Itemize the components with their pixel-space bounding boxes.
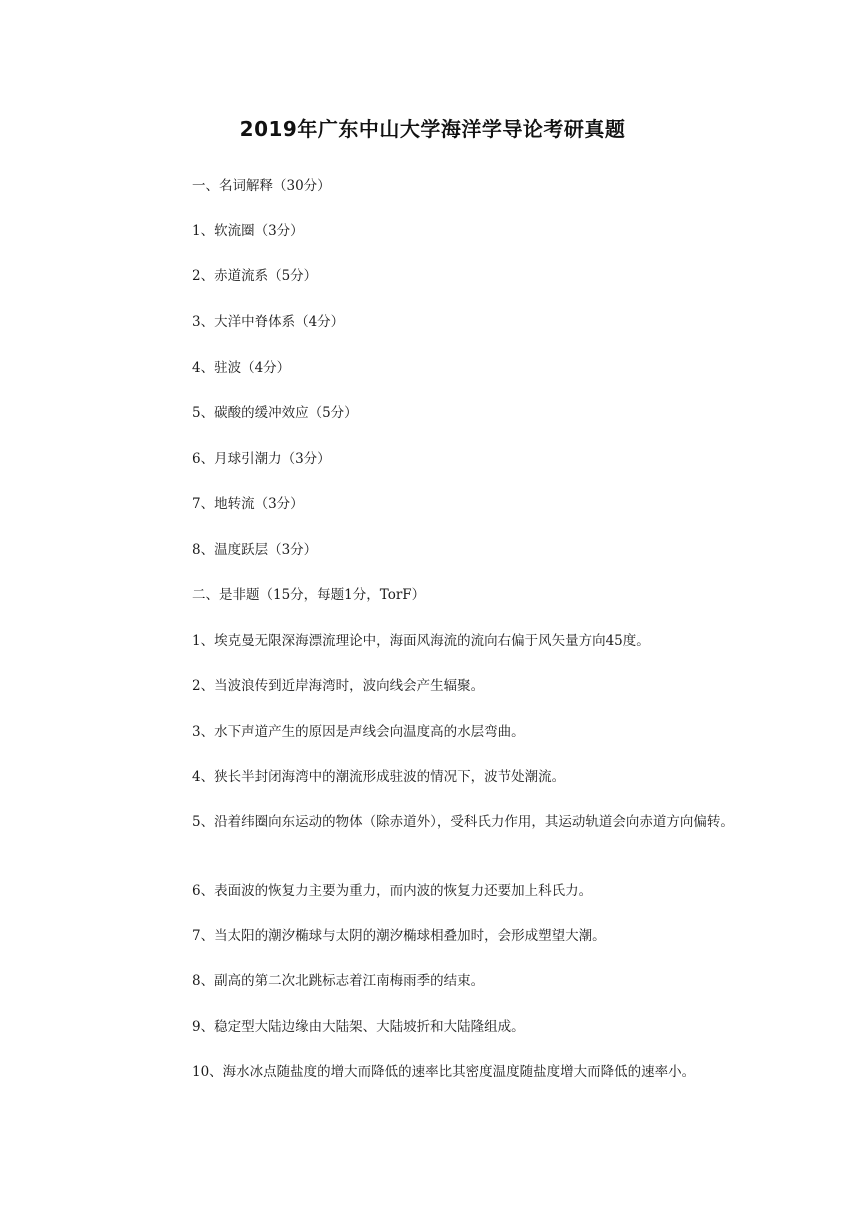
section1-heading: 一、名词解释（30分） — [192, 178, 331, 194]
section2-item-6: 6、表面波的恢复力主要为重力，而内波的恢复力还要加上科氏力。 — [192, 883, 593, 899]
section1-item-7: 7、地转流（3分） — [192, 496, 304, 512]
section2-item-10: 10、海水冰点随盐度的增大而降低的速率比其密度温度随盐度增大而降低的速率小。 — [192, 1064, 696, 1080]
section1-item-8: 8、温度跃层（3分） — [192, 542, 318, 558]
section2-item-8: 8、副高的第二次北跳标志着江南梅雨季的结束。 — [192, 973, 485, 989]
section2-item-4: 4、狭长半封闭海湾中的潮流形成驻波的情况下，波节处潮流。 — [192, 769, 566, 785]
section2-item-1: 1、埃克曼无限深海漂流理论中，海面风海流的流向右偏于风矢量方向45度。 — [192, 633, 650, 649]
section1-item-1: 1、软流圈（3分） — [192, 223, 304, 239]
section1-item-3: 3、大洋中脊体系（4分） — [192, 314, 345, 330]
section2-heading: 二、是非题（15分，每题1分，TorF） — [192, 587, 426, 603]
section2-item-9: 9、稳定型大陆边缘由大陆架、大陆坡折和大陆隆组成。 — [192, 1019, 525, 1035]
section1-item-6: 6、月球引潮力（3分） — [192, 451, 331, 467]
section2-item-5: 5、沿着纬圈向东运动的物体（除赤道外），受科氏力作用，其运动轨道会向赤道方向偏转。 — [192, 814, 734, 830]
section1-item-5: 5、碳酸的缓冲效应（5分） — [192, 405, 358, 421]
document-title: 2019年广东中山大学海洋学导论考研真题 — [239, 117, 626, 141]
section1-item-2: 2、赤道流系（5分） — [192, 268, 318, 284]
section2-item-2: 2、当波浪传到近岸海湾时，波向线会产生辐聚。 — [192, 678, 485, 694]
section2-item-7: 7、当太阳的潮汐椭球与太阴的潮汐椭球相叠加时，会形成塑望大潮。 — [192, 928, 606, 944]
section1-item-4: 4、驻波（4分） — [192, 360, 291, 376]
section2-item-3: 3、水下声道产生的原因是声线会向温度高的水层弯曲。 — [192, 724, 525, 740]
